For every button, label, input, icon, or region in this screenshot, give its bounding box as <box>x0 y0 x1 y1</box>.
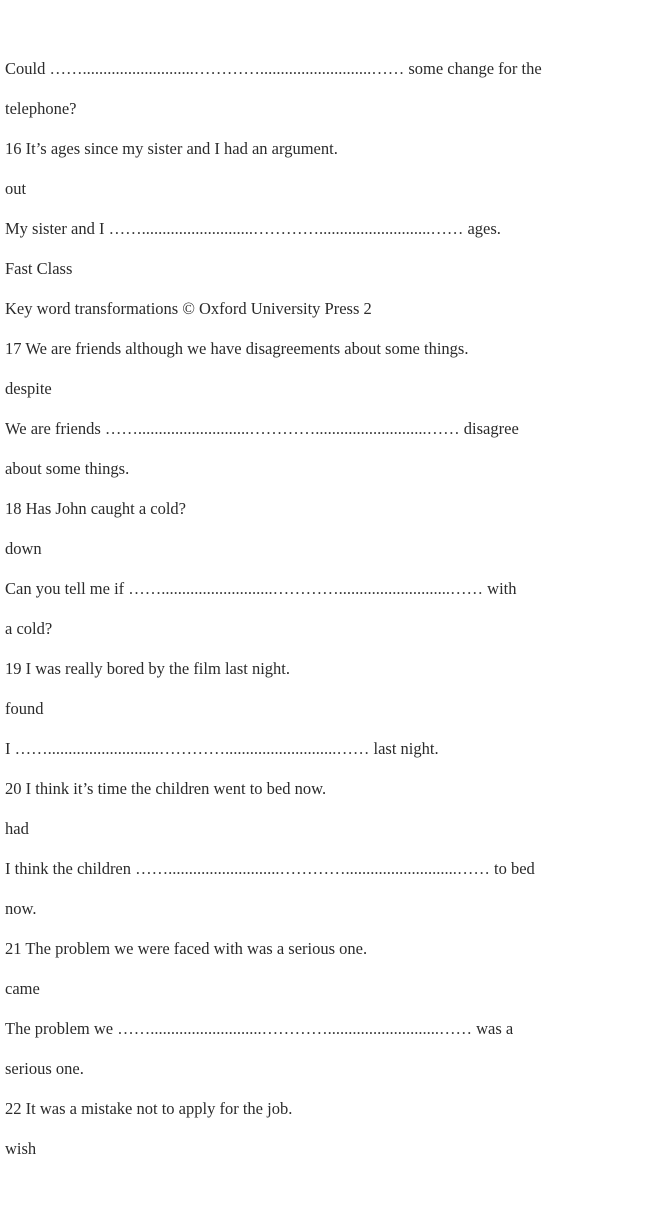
key-word-17: despite <box>5 379 52 398</box>
sentence-end: was a <box>472 1019 514 1038</box>
sentence-end: last night. <box>369 739 439 758</box>
answer-blank: ……...........................…………...........................…… <box>14 739 370 758</box>
answer-blank: ……...........................…………...........................…… <box>128 579 484 598</box>
sentence-start: Could <box>5 59 50 78</box>
answer-line-20 <box>5 859 535 879</box>
footer-title: Fast Class <box>5 259 73 278</box>
key-word-19: found <box>5 699 44 718</box>
sentence-end: to bed <box>489 859 535 878</box>
key-word-20: had <box>5 819 29 838</box>
sentence-end: disagree <box>459 419 519 438</box>
question-21: 21 The problem we were faced with was a serious one. <box>5 939 368 958</box>
question-18: 18 Has John caught a cold? <box>5 499 186 518</box>
answer-line-15 <box>5 59 542 79</box>
answer-line-17 <box>5 419 519 439</box>
answer-blank: ……...........................…………...........................…… <box>117 1019 473 1038</box>
answer-blank: ……...........................…………...........................…… <box>49 59 405 78</box>
key-word-22: wish <box>5 1139 37 1158</box>
sentence-start: Can you tell me if <box>5 579 129 598</box>
footer-copyright: Key word transformations © Oxford University Press 2 <box>5 299 372 318</box>
sentence-end: some change for the <box>404 59 542 78</box>
sentence-continuation: serious one. <box>5 1059 84 1078</box>
sentence-continuation: about some things. <box>5 459 130 478</box>
sentence-start: The problem we <box>5 1019 118 1038</box>
question-22: 22 It was a mistake not to apply for the job. <box>5 1099 293 1118</box>
key-word-21: came <box>5 979 40 998</box>
question-16: 16 It’s ages since my sister and I had an argument. <box>5 139 338 158</box>
sentence-start: My sister and I <box>5 219 109 238</box>
answer-line-21 <box>5 1019 513 1039</box>
sentence-continuation: a cold? <box>5 619 53 638</box>
sentence-end: with <box>483 579 517 598</box>
sentence-start: I think the children <box>5 859 136 878</box>
sentence-continuation: telephone? <box>5 99 77 118</box>
sentence-continuation: now. <box>5 899 37 918</box>
answer-blank: ……...........................…………...........................…… <box>104 419 460 438</box>
answer-line-16 <box>5 219 501 239</box>
question-20: 20 I think it’s time the children went to bed now. <box>5 779 327 798</box>
question-17: 17 We are friends although we have disagreements about some things. <box>5 339 469 358</box>
sentence-start: I <box>5 739 15 758</box>
sentence-end: ages. <box>463 219 501 238</box>
question-19: 19 I was really bored by the film last night. <box>5 659 291 678</box>
sentence-start: We are friends <box>5 419 105 438</box>
answer-blank: ……...........................…………...........................…… <box>135 859 490 878</box>
key-word-16: out <box>5 179 27 198</box>
answer-blank: ……...........................…………...........................…… <box>108 219 464 238</box>
key-word-18: down <box>5 539 42 558</box>
answer-line-19 <box>5 739 439 759</box>
answer-line-18 <box>5 579 517 599</box>
